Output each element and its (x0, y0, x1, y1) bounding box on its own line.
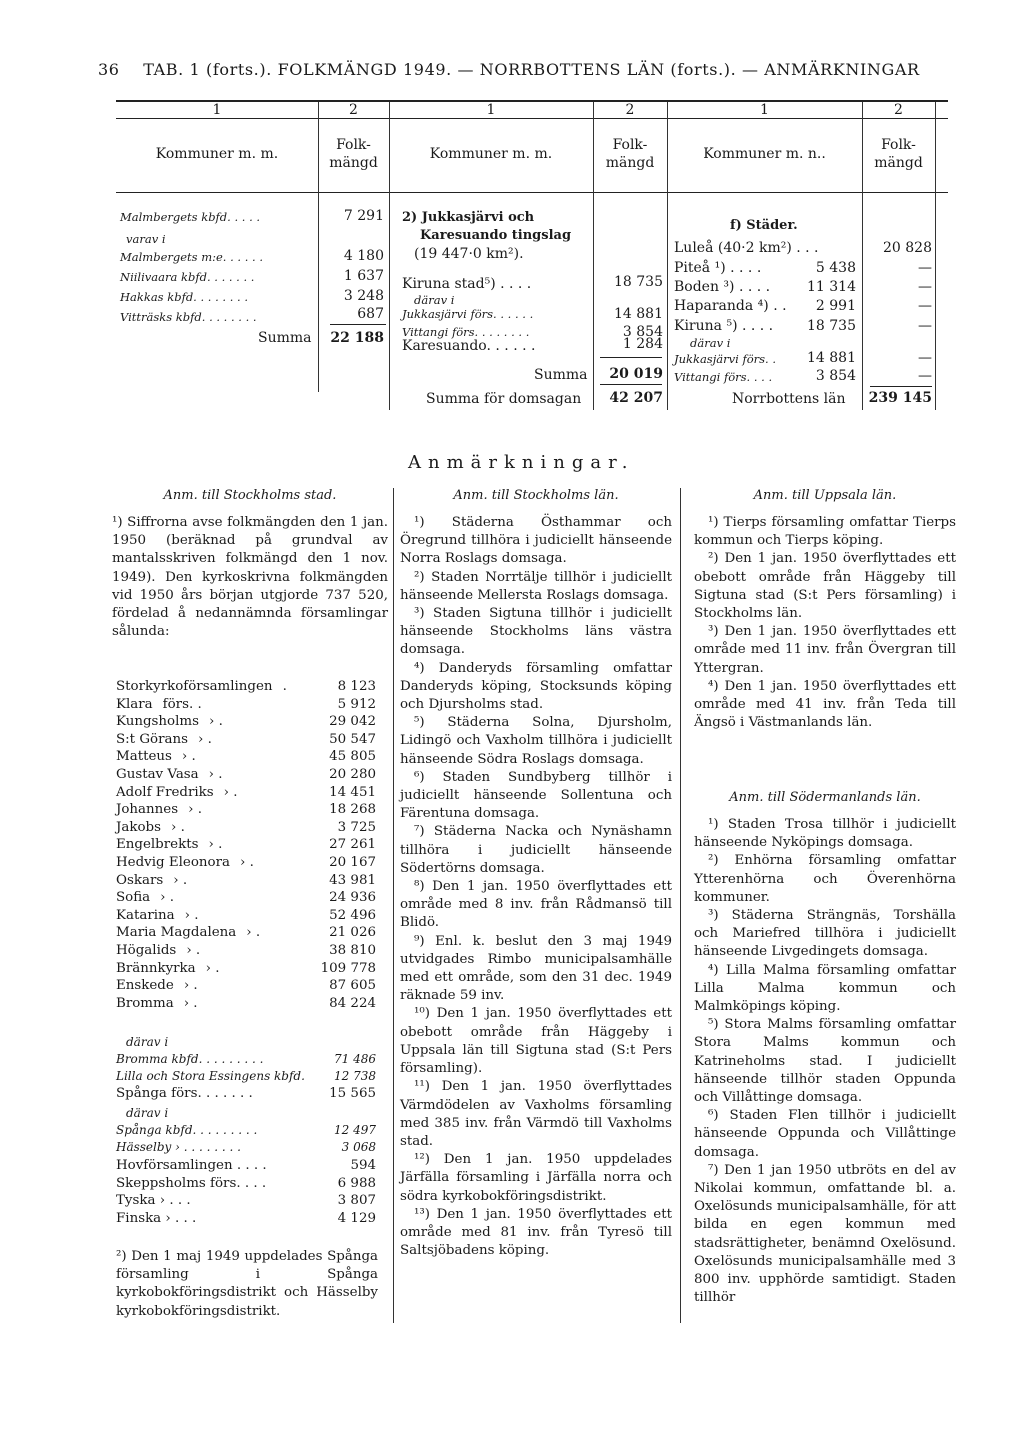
note-text: ¹) Siffrorna avse folkmängden den 1 jan. 1950 (beräknad på grundval av mantalsskriven folkmängd den 1 nov. 1949). Den kyrkoskrivna folkmängden vid 1950 års början utgjorde 737 520, fördelad å nedannämnda församlingar sålunda: (112, 515, 388, 640)
sum-rule (600, 357, 662, 358)
header-line: Folk- (336, 137, 371, 153)
table-row-inner: 11 314 (807, 279, 856, 295)
column-rule (393, 488, 394, 1323)
parish-value: 109 778 (320, 960, 376, 976)
table-row-value: 20 828 (883, 240, 932, 256)
parish-name: Oskars (116, 872, 164, 888)
parish-value: 20 280 (329, 766, 376, 782)
parish-name: Matteus (116, 749, 172, 765)
parish-mark: › . (205, 960, 220, 976)
sum-rule (870, 386, 932, 387)
spanga-sublist (116, 1105, 376, 1156)
parish-name: Storkyrkoförsamlingen (116, 679, 273, 694)
list-item (116, 1157, 376, 1175)
sum-label: Summa (258, 330, 312, 346)
total-label: Summa för domsagan (426, 391, 582, 407)
note-paragraph (116, 1248, 378, 1321)
list-item (116, 1051, 376, 1068)
list-item (116, 1192, 376, 1210)
colnum: 2 (625, 102, 635, 118)
table-row-name: Hakkas kbfd. . . . . . . . (120, 290, 249, 304)
parish-row (116, 696, 376, 714)
parish-row (116, 801, 376, 819)
table-row-name: Malmbergets kbfd. . . . . (120, 210, 261, 224)
parish-row (116, 889, 376, 907)
parish-row (116, 731, 376, 749)
note-text: ⁵) Stora Malms församling omfattar Stora Malms kommun och Katrineholms stad. I judiciellt hänseende tillhör staden Oppunda och Villåttinge domsaga. (694, 1017, 956, 1106)
parish-name: Hedvig Eleonora (116, 854, 230, 870)
header-line: mängd (874, 155, 923, 171)
parish-name: Katarina (116, 907, 175, 923)
total-label: Norrbottens län (732, 391, 846, 407)
parish-value: 87 605 (329, 978, 376, 994)
parish-mark: › . (239, 854, 254, 870)
list-item (116, 1085, 376, 1103)
parish-value: 45 805 (329, 749, 376, 765)
note-paragraph (112, 514, 388, 641)
parish-name: Enskede (116, 978, 174, 994)
parish-mark: › . (208, 714, 223, 730)
parish-mark: › . (170, 819, 185, 835)
note-column-3 (694, 514, 956, 732)
parish-name: S:t Görans (116, 731, 188, 747)
page-number: 36 (98, 60, 120, 79)
table-row-value: 7 291 (343, 208, 384, 224)
table-row-name: Vittangi förs. . . . . . . . (402, 325, 530, 339)
item-name: Skeppsholms förs. . . . (116, 1175, 267, 1191)
sum-value: 20 019 (609, 366, 663, 382)
colnum: 2 (894, 102, 903, 118)
parish-row (116, 819, 376, 837)
note-text: ²) Den 1 jan. 1950 överflyttades ett obebott område från Häggeby till Sigtuna stad (S:t Pers församling) i Stockholms län. (694, 551, 956, 622)
table-row-value: — (918, 279, 932, 295)
item-value: 15 565 (329, 1086, 376, 1101)
table-row-inner: 5 438 (815, 260, 856, 276)
table-row-inner: 2 991 (815, 298, 856, 314)
list-item (116, 1068, 376, 1085)
sum-label: Summa (534, 367, 588, 383)
sum-rule (600, 384, 662, 385)
table-row-inner: 14 881 (807, 350, 856, 366)
parish-mark: › . (186, 942, 201, 958)
item-name: Hässelby › . . . . . . . . (116, 1140, 241, 1154)
table-row-inner: 3 854 (815, 368, 856, 384)
colnum: 1 (486, 102, 496, 118)
colnum: 1 (212, 102, 222, 118)
column-header-kommuner: Kommuner m. n.. (703, 146, 826, 162)
page-header (98, 60, 920, 79)
item-name: Hovförsamlingen . . . . (116, 1158, 267, 1173)
item-value: 6 988 (337, 1175, 376, 1191)
parish-row (116, 942, 376, 960)
table-row-name: Kiruna ⁵) . . . . (674, 318, 774, 334)
colnum: 2 (349, 102, 358, 118)
table-row-name: varav i (126, 232, 166, 246)
sum-value: 22 188 (330, 330, 384, 346)
notes-heading: Anm. till Uppsala län. (753, 488, 897, 503)
section-heading: Karesuando tingslag (420, 228, 572, 243)
table-row-name: Kiruna stad⁵) . . . . (402, 276, 532, 292)
item-name: Tyska › . . . (116, 1193, 191, 1209)
parish-value: 38 810 (329, 942, 376, 958)
note-text: ⁷) Städerna Nacka och Nynäshamn tillhöra i judiciellt hänseende Södertörns domsaga. (400, 824, 672, 876)
parish-row (116, 678, 376, 696)
header-line: Folk- (881, 137, 916, 153)
parish-row (116, 995, 376, 1013)
parish-name: Bromma (116, 995, 174, 1011)
parish-name: Maria Magdalena (116, 925, 237, 941)
parish-mark: . (282, 679, 287, 694)
item-name: Spånga kbfd. . . . . . . . . (116, 1123, 258, 1137)
parish-value: 24 936 (329, 890, 376, 906)
item-value: 12 497 (334, 1123, 376, 1137)
column-header-kommuner: Kommuner m. m. (155, 146, 279, 162)
parish-mark: › . (181, 749, 196, 765)
header-line: Folk- (612, 137, 648, 153)
parish-name: Kungsholms (116, 714, 199, 730)
table-row-value: 1 637 (343, 268, 384, 284)
parish-value: 8 123 (337, 679, 376, 694)
note-column-3b (694, 816, 956, 1307)
note-text: ³) Staden Sigtuna tillhör i judiciellt hänseende Stockholms läns västra domsaga. (400, 606, 672, 658)
note-text: ¹) Städerna Östhammar och Öregrund tillhöra i judiciellt hänseende Norra Roslags domsaga. (400, 515, 672, 567)
page-title: TAB. 1 (forts.). FOLKMÄNGD 1949. — NORRBOTTENS LÄN (forts.). — ANMÄRKNINGAR (143, 60, 920, 79)
parish-value: 14 451 (329, 784, 376, 800)
parish-value: 20 167 (329, 854, 376, 870)
note-text: ⁷) Den 1 jan 1950 utbröts en del av Nikolai kommun, omfattande bl. a. Oxelösunds municipalsamhälle, för att bilda en egen kommun med stadsrättigheter, benämnd Oxelösund. Oxelösunds municipalsamhälle med 3 800 inv. upphörde samtidigt. Staden tillhör (694, 1162, 956, 1306)
note-text: ²) Den 1 maj 1949 uppdelades Spånga församling i Spånga kyrkobokföringsdistrikt och Hässelby kyrkobokföringsdistrikt. (116, 1249, 378, 1319)
parish-row (116, 907, 376, 925)
item-name: Spånga förs. . . . . . . (116, 1086, 253, 1101)
parish-value: 5 912 (337, 696, 376, 712)
column-header-folkmangd (862, 136, 935, 172)
note-text: ¹⁰) Den 1 jan. 1950 överflyttades ett obebott område från Häggeby i Uppsala län till Sigtuna stad (S:t Pers församling). (400, 1006, 672, 1077)
note-text: ¹²) Den 1 jan. 1950 uppdelades Järfälla församling i Järfälla norra och södra kyrkobokföringsdistrikt. (400, 1152, 672, 1204)
parish-list-2 (116, 1157, 376, 1227)
table-row-value: 4 180 (343, 248, 384, 264)
note-text: ⁹) Enl. k. beslut den 3 maj 1949 utvidgades Rimbo municipalsamhälle med ett område, som den 31 dec. 1949 räknade 59 inv. (400, 933, 672, 1004)
parish-name: Johannes (116, 802, 179, 818)
table-row-name: Malmbergets m:e. . . . . . (120, 250, 264, 264)
list-item (116, 1210, 376, 1228)
parish-row (116, 854, 376, 872)
table-row-name: Niilivaara kbfd. . . . . . . (120, 270, 255, 284)
parish-name: Jakobs (116, 819, 161, 835)
table-row-value: 18 735 (614, 274, 663, 290)
note-text: ⁶) Staden Sundbyberg tillhör i judiciellt hänseende Sollentuna och Färentuna domsaga. (400, 769, 672, 822)
item-value: 4 129 (337, 1210, 376, 1226)
parish-row (116, 748, 376, 766)
total-value: 239 145 (868, 390, 932, 406)
parish-mark: › . (208, 837, 223, 853)
note-text: ⁴) Lilla Malma församling omfattar Lilla Malma kommun och Malmköpings köping. (694, 962, 956, 1015)
parish-row (116, 960, 376, 978)
parish-mark: › . (183, 995, 198, 1011)
note-text: ³) Städerna Strängnäs, Torshälla och Mariefred tillhöra i judiciellt hänseende Livgedingets domsaga. (694, 908, 956, 960)
table-row-value: 687 (357, 306, 384, 322)
table-row-name: därav i (414, 293, 455, 307)
list-item (116, 1175, 376, 1193)
parish-value: 18 268 (329, 802, 376, 818)
parish-mark: › . (223, 784, 238, 800)
table-row-value: — (918, 350, 932, 366)
note-text: ¹) Staden Trosa tillhör i judiciellt hänseende Nyköpings domsaga. (694, 817, 956, 851)
item-name: Lilla och Stora Essingens kbfd. (116, 1069, 305, 1083)
parish-list (116, 678, 376, 1012)
parish-name: Gustav Vasa (116, 766, 199, 782)
parish-value: 3 725 (337, 819, 376, 835)
note-text: ⁴) Den 1 jan. 1950 överflyttades ett område med 41 inv. från Teda till Ängsö i Västmanlands län. (694, 678, 956, 731)
parish-mark: › . (173, 872, 188, 888)
parish-value: 52 496 (329, 907, 376, 923)
column-header-folkmangd (593, 136, 667, 172)
parish-mark: förs. . (162, 696, 202, 712)
colnum: 1 (760, 102, 769, 118)
table-row-name: Jukkasjärvi förs. . . . . . (402, 307, 534, 321)
sum-rule (330, 324, 386, 325)
table-row-value: — (918, 318, 932, 334)
table-row-name: Piteå ¹) . . . . (674, 260, 762, 276)
parish-mark: › . (184, 907, 199, 923)
notes-title: Anmärkningar. (408, 452, 635, 473)
table-row-value: 3 854 (622, 324, 663, 340)
table-row-value: 3 248 (343, 288, 384, 304)
table-row-name: Boden ³) . . . . (674, 279, 771, 295)
list-item (116, 1139, 376, 1156)
header-line: mängd (605, 155, 655, 171)
note-text: ⁸) Den 1 jan. 1950 överflyttades ett område med 8 inv. från Rådmansö till Blidö. (400, 879, 672, 931)
total-value: 42 207 (609, 390, 663, 406)
table-vrule (935, 102, 936, 410)
item-value: 71 486 (334, 1052, 376, 1066)
list-item (116, 1122, 376, 1139)
section-heading: 2) Jukkasjärvi och (402, 210, 535, 225)
parish-name: Engelbrekts (116, 837, 199, 853)
parish-value: 27 261 (329, 837, 376, 853)
table-row-value: — (918, 368, 932, 384)
table-colnum-rule (116, 118, 948, 119)
note-text: ²) Enhörna församling omfattar Ytterenhörna och Överenhörna kommuner. (694, 853, 956, 905)
section-heading: f) Städer. (730, 218, 798, 233)
notes-heading: Anm. till Stockholms stad. (163, 488, 337, 503)
notes-heading: Anm. till Södermanlands län. (729, 790, 921, 805)
parish-name: Sofia (116, 890, 151, 906)
note-text: ⁴) Danderyds församling omfattar Danderyds köping, Stocksunds köping och Djursholms stad. (400, 660, 672, 713)
section-heading: (19 447·0 km²). (414, 246, 524, 262)
parish-mark: › . (188, 802, 202, 818)
parish-mark: › . (208, 766, 223, 782)
parish-value: 29 042 (329, 714, 376, 730)
table-row-value: 1 284 (622, 336, 663, 352)
parish-mark: › . (160, 890, 175, 906)
spanga-row (116, 1085, 376, 1103)
note-text: ¹) Tierps församling omfattar Tierps kommun och Tierps köping. (694, 515, 956, 549)
parish-name: Högalids (116, 942, 177, 958)
parish-mark: › . (197, 731, 212, 747)
notes-heading: Anm. till Stockholms län. (453, 488, 619, 503)
header-line: mängd (329, 155, 378, 171)
item-value: 3 807 (337, 1193, 376, 1209)
table-row-name: Luleå (40·2 km²) . . . (674, 240, 819, 256)
item-name: Finska › . . . (116, 1210, 197, 1226)
parish-value: 21 026 (329, 925, 376, 941)
parish-value: 50 547 (329, 731, 376, 747)
parish-value: 43 981 (329, 872, 376, 888)
parish-row (116, 713, 376, 731)
list-item: därav i (126, 1035, 169, 1049)
note-text: ³) Den 1 jan. 1950 överflyttades ett område med 11 inv. från Övergran till Yttergran. (694, 624, 956, 676)
table-row-name: därav i (690, 336, 731, 350)
note-text: ²) Staden Norrtälje tillhör i judiciellt hänseende Mellersta Roslags domsaga. (400, 569, 672, 603)
note-column-2 (400, 514, 672, 1260)
table-row-value: 14 881 (614, 306, 663, 322)
column-header-kommuner: Kommuner m. m. (429, 146, 553, 162)
list-item: därav i (126, 1106, 169, 1120)
parish-row (116, 872, 376, 890)
parish-row (116, 977, 376, 995)
note-text: ¹¹) Den 1 jan. 1950 överflyttades Värmdödelen av Vaxholms församling med 385 inv. från Värmdö till Vaxholms stad. (400, 1079, 672, 1149)
table-row-name: Vitträsks kbfd. . . . . . . . (120, 310, 257, 324)
parish-row (116, 766, 376, 784)
parish-name: Adolf Fredriks (116, 784, 214, 800)
bromma-sublist (116, 1034, 376, 1085)
table-row-value: — (918, 260, 932, 276)
table-row-name: Vittangi förs. . . . (674, 370, 773, 384)
note-text: ⁵) Städerna Solna, Djursholm, Lidingö och Vaxholm tillhöra i judiciellt hänseende Södra Roslags domsaga. (400, 715, 672, 767)
note-text: ¹³) Den 1 jan. 1950 överflyttades ett område med 81 inv. från Tyresö till Saltsjöbadens köping. (400, 1206, 672, 1259)
table-header-rule (116, 192, 948, 193)
parish-row (116, 924, 376, 942)
item-value: 3 068 (341, 1140, 376, 1154)
parish-row (116, 836, 376, 854)
table-row-value: — (918, 298, 932, 314)
table-row-name: Karesuando. . . . . . (402, 338, 536, 354)
table-row-name: Jukkasjärvi förs. . (674, 352, 777, 366)
note-text: ⁶) Staden Flen tillhör i judiciellt hänseende Oppunda och Villåttinge domsaga. (694, 1108, 956, 1160)
table-row-name: Haparanda ⁴) . . (674, 298, 787, 314)
column-rule (680, 488, 681, 1323)
parish-value: 84 224 (329, 995, 376, 1011)
item-value: 594 (350, 1158, 376, 1173)
parish-name: Klara (116, 696, 153, 712)
parish-row (116, 784, 376, 802)
parish-mark: › . (246, 925, 261, 941)
column-header-folkmangd (318, 136, 389, 172)
parish-name: Brännkyrka (116, 960, 196, 976)
table-row-inner: 18 735 (807, 318, 856, 334)
parish-mark: › . (183, 978, 198, 994)
item-value: 12 738 (334, 1069, 376, 1083)
item-name: Bromma kbfd. . . . . . . . . (116, 1052, 264, 1066)
